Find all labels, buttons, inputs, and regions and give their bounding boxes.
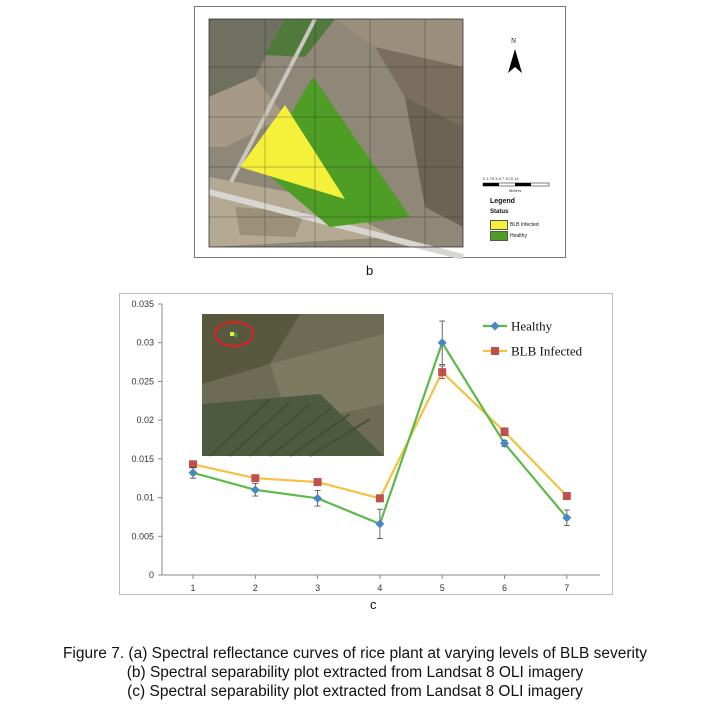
line-chart <box>120 294 614 596</box>
y-tick-label: 0.005 <box>131 531 154 542</box>
scale-text: 0 1.75 3.5 7 10.5 14 <box>483 176 519 181</box>
data-point-healthy <box>313 494 322 503</box>
caption-line-2: (b) Spectral separability plot extracted from Landsat 8 OLI imagery <box>126 664 584 681</box>
chart-figure <box>119 293 613 595</box>
y-tick-label: 0.02 <box>136 415 154 426</box>
y-tick-label: 0 <box>148 570 154 580</box>
map-legend <box>482 190 562 250</box>
y-tick-label: 0.025 <box>131 376 154 387</box>
x-tick-label: 3 <box>315 583 321 593</box>
legend-marker-1 <box>491 347 499 355</box>
y-tick-label: 0.035 <box>131 299 154 309</box>
figure-caption <box>0 644 710 701</box>
legend-swatch-blb <box>490 220 508 230</box>
inset-satellite-image <box>202 314 384 456</box>
x-tick-label: 5 <box>439 583 445 593</box>
data-point-blb <box>563 492 571 500</box>
legend-label-1: BLB Infected <box>511 343 583 359</box>
legend-label-blb: BLB Infected <box>510 222 539 228</box>
north-arrow-icon <box>508 49 522 73</box>
data-point-blb <box>438 368 446 376</box>
x-tick-label: 7 <box>564 583 570 593</box>
caption-line-1: Figure 7. (a) Spectral reflectance curves of rice plant at varying levels of BLB severity <box>62 645 648 662</box>
data-point-blb <box>251 474 259 482</box>
north-label: N <box>511 37 517 45</box>
legend-subtitle: Status <box>490 209 509 215</box>
data-point-blb <box>376 494 384 502</box>
legend-label-0: Healthy <box>511 318 553 334</box>
x-tick-label: 6 <box>501 583 508 593</box>
data-point-blb <box>314 478 322 486</box>
data-point-healthy <box>189 468 198 477</box>
legend-item-blb <box>490 220 539 230</box>
legend-title: Legend <box>490 198 515 205</box>
scale-unit: Meters <box>509 188 522 193</box>
y-tick-label: 0.015 <box>131 453 154 464</box>
data-point-blb <box>501 428 509 436</box>
y-tick-label: 0.01 <box>136 492 154 503</box>
data-point-healthy <box>375 519 384 528</box>
x-tick-label: 4 <box>377 583 383 593</box>
x-tick-label: 1 <box>190 583 196 593</box>
caption-line-3: (c) Spectral separability plot extracted from Landsat 8 OLI imagery <box>127 683 583 700</box>
panel-label-b: b <box>366 263 374 278</box>
scale-bar <box>483 183 549 186</box>
legend-marker-0 <box>491 322 500 331</box>
legend-item-healthy <box>490 231 527 241</box>
panel-label-c: c <box>370 597 377 612</box>
x-tick-label: 2 <box>252 583 258 593</box>
legend-label-healthy: Healthy <box>510 233 527 239</box>
legend-swatch-healthy <box>490 231 508 241</box>
y-tick-label: 0.03 <box>136 337 154 348</box>
data-point-healthy <box>251 485 260 494</box>
